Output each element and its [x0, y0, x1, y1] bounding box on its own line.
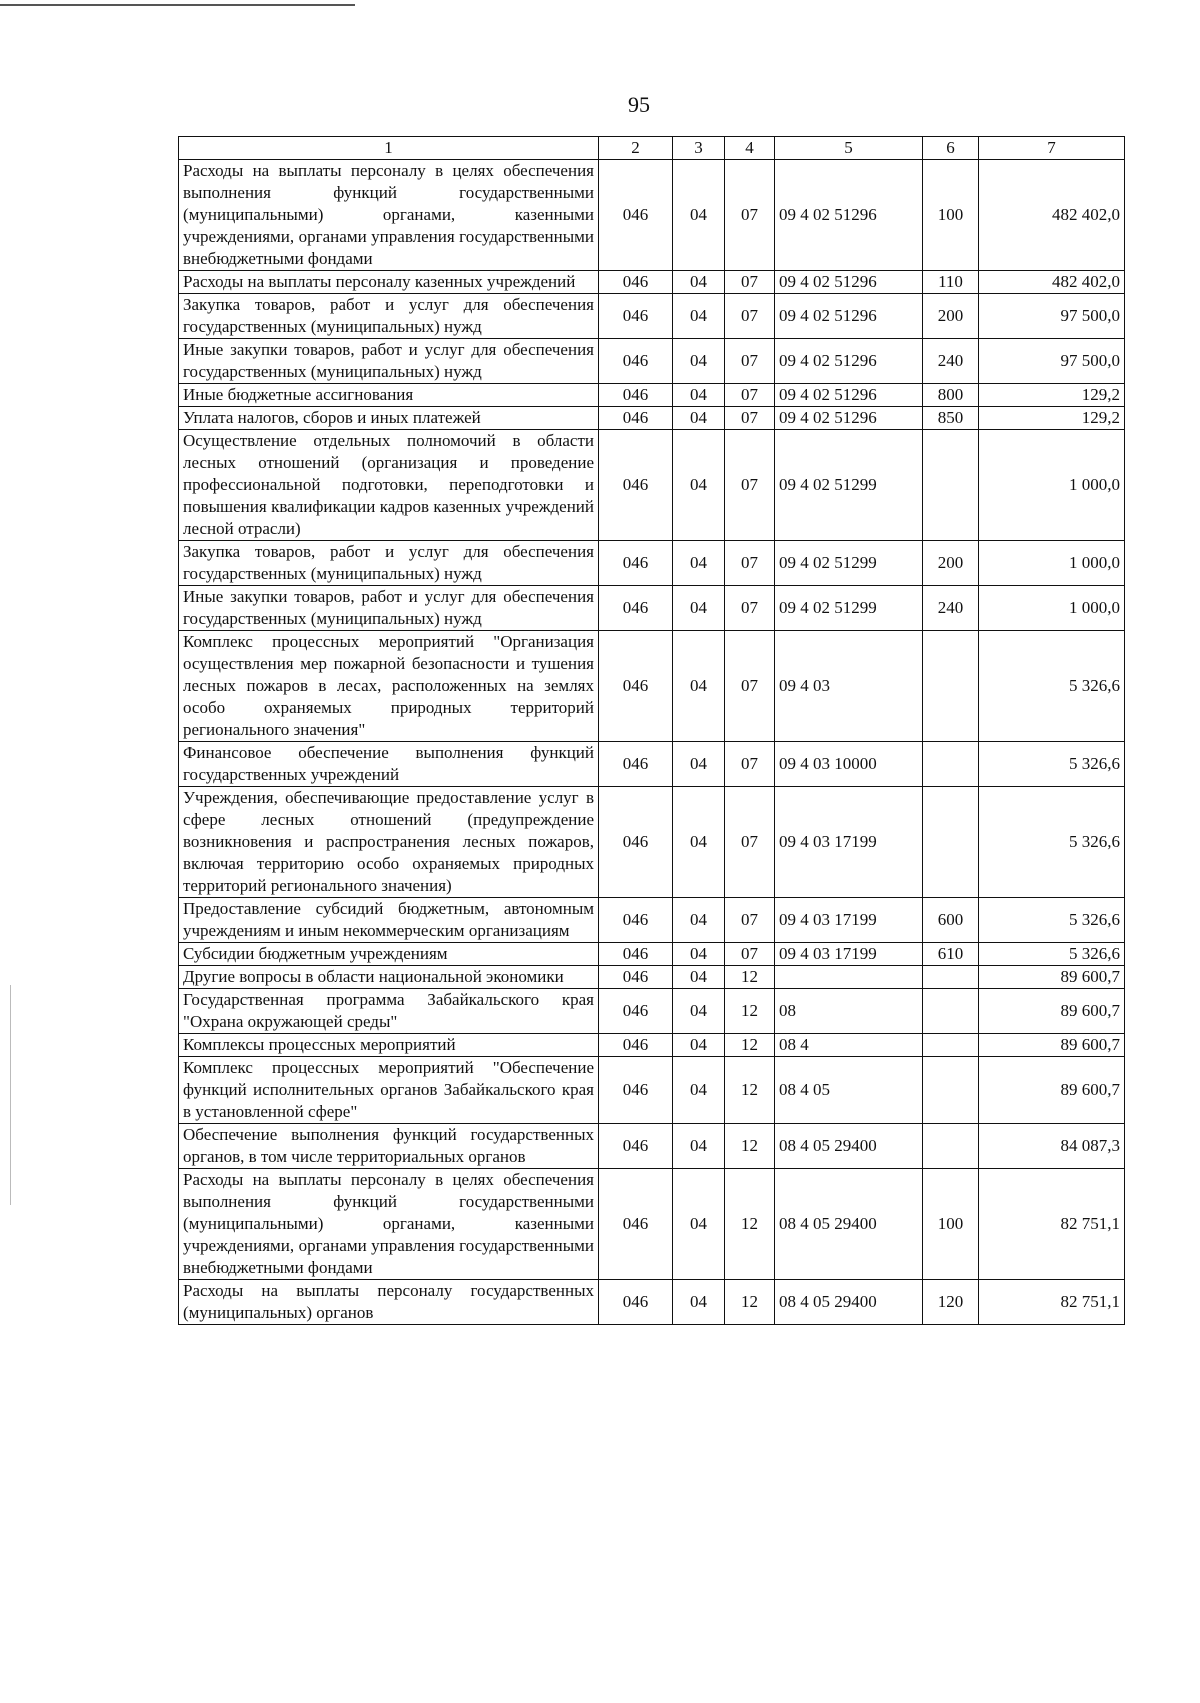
row-admin-code: 046 [599, 742, 673, 787]
row-name: Расходы на выплаты персоналу государственных (муниципальных) органов [179, 1280, 599, 1325]
row-amount: 89 600,7 [979, 1034, 1125, 1057]
row-admin-code: 046 [599, 160, 673, 271]
header-col-2: 2 [599, 137, 673, 160]
header-col-4: 4 [725, 137, 775, 160]
row-admin-code: 046 [599, 271, 673, 294]
row-expense-type: 610 [923, 943, 979, 966]
row-target-article: 08 [775, 989, 923, 1034]
row-name: Другие вопросы в области национальной экономики [179, 966, 599, 989]
row-subsection: 07 [725, 407, 775, 430]
table-body [179, 160, 1125, 1325]
row-expense-type [923, 1124, 979, 1169]
row-section: 04 [673, 943, 725, 966]
table-row [179, 1034, 1125, 1057]
row-target-article: 08 4 05 29400 [775, 1169, 923, 1280]
row-name: Субсидии бюджетным учреждениям [179, 943, 599, 966]
row-amount: 5 326,6 [979, 943, 1125, 966]
row-admin-code: 046 [599, 1169, 673, 1280]
table-row [179, 1124, 1125, 1169]
row-section: 04 [673, 1034, 725, 1057]
table-row [179, 1280, 1125, 1325]
row-name: Комплекс процессных мероприятий "Обеспечение функций исполнительных органов Забайкальского края в установленной сфере" [179, 1057, 599, 1124]
row-amount: 89 600,7 [979, 1057, 1125, 1124]
row-admin-code: 046 [599, 430, 673, 541]
row-subsection: 07 [725, 742, 775, 787]
row-name: Закупка товаров, работ и услуг для обеспечения государственных (муниципальных) нужд [179, 541, 599, 586]
row-expense-type [923, 966, 979, 989]
row-expense-type: 600 [923, 898, 979, 943]
row-admin-code: 046 [599, 989, 673, 1034]
row-section: 04 [673, 294, 725, 339]
row-expense-type: 240 [923, 339, 979, 384]
row-section: 04 [673, 631, 725, 742]
row-expense-type [923, 631, 979, 742]
row-name: Иные бюджетные ассигнования [179, 384, 599, 407]
row-name: Обеспечение выполнения функций государственных органов, в том числе территориальных органов [179, 1124, 599, 1169]
row-amount: 5 326,6 [979, 742, 1125, 787]
row-admin-code: 046 [599, 586, 673, 631]
row-expense-type: 240 [923, 586, 979, 631]
row-section: 04 [673, 1280, 725, 1325]
row-subsection: 07 [725, 339, 775, 384]
row-subsection: 12 [725, 1124, 775, 1169]
table-row [179, 294, 1125, 339]
row-subsection: 07 [725, 430, 775, 541]
row-section: 04 [673, 989, 725, 1034]
table-row [179, 407, 1125, 430]
row-subsection: 07 [725, 898, 775, 943]
row-admin-code: 046 [599, 631, 673, 742]
row-amount: 129,2 [979, 384, 1125, 407]
row-subsection: 12 [725, 1169, 775, 1280]
row-admin-code: 046 [599, 407, 673, 430]
row-section: 04 [673, 339, 725, 384]
row-admin-code: 046 [599, 294, 673, 339]
row-name: Расходы на выплаты персоналу в целях обеспечения выполнения функций государственными (муниципальными) органами, казенными учреждениями, органами управления государственными внебюджетными фондами [179, 1169, 599, 1280]
row-target-article: 09 4 02 51299 [775, 586, 923, 631]
row-subsection: 12 [725, 1034, 775, 1057]
row-target-article: 08 4 05 [775, 1057, 923, 1124]
header-col-1: 1 [179, 137, 599, 160]
row-name: Расходы на выплаты персоналу казенных учреждений [179, 271, 599, 294]
row-admin-code: 046 [599, 787, 673, 898]
row-subsection: 07 [725, 384, 775, 407]
table-row [179, 742, 1125, 787]
row-admin-code: 046 [599, 943, 673, 966]
row-expense-type [923, 787, 979, 898]
row-expense-type: 200 [923, 541, 979, 586]
row-target-article: 09 4 03 17199 [775, 943, 923, 966]
header-col-3: 3 [673, 137, 725, 160]
row-name: Закупка товаров, работ и услуг для обеспечения государственных (муниципальных) нужд [179, 294, 599, 339]
table-row [179, 339, 1125, 384]
row-target-article: 09 4 02 51296 [775, 271, 923, 294]
header-col-7: 7 [979, 137, 1125, 160]
row-target-article: 09 4 03 17199 [775, 787, 923, 898]
row-subsection: 12 [725, 1057, 775, 1124]
header-col-6: 6 [923, 137, 979, 160]
row-target-article: 09 4 02 51296 [775, 407, 923, 430]
row-name: Уплата налогов, сборов и иных платежей [179, 407, 599, 430]
row-name: Финансовое обеспечение выполнения функций государственных учреждений [179, 742, 599, 787]
row-target-article: 08 4 [775, 1034, 923, 1057]
row-admin-code: 046 [599, 1280, 673, 1325]
row-section: 04 [673, 430, 725, 541]
row-amount: 482 402,0 [979, 271, 1125, 294]
row-amount: 1 000,0 [979, 430, 1125, 541]
table-row [179, 586, 1125, 631]
row-admin-code: 046 [599, 966, 673, 989]
table-row [179, 160, 1125, 271]
table-row [179, 989, 1125, 1034]
row-section: 04 [673, 271, 725, 294]
row-subsection: 12 [725, 1280, 775, 1325]
row-expense-type: 100 [923, 160, 979, 271]
row-amount: 97 500,0 [979, 294, 1125, 339]
row-expense-type: 110 [923, 271, 979, 294]
row-amount: 1 000,0 [979, 541, 1125, 586]
budget-table [178, 136, 1125, 1325]
row-amount: 84 087,3 [979, 1124, 1125, 1169]
table-row [179, 430, 1125, 541]
row-name: Иные закупки товаров, работ и услуг для обеспечения государственных (муниципальных) нужд [179, 586, 599, 631]
table-row [179, 631, 1125, 742]
row-expense-type [923, 1034, 979, 1057]
row-target-article: 09 4 02 51299 [775, 541, 923, 586]
row-amount: 82 751,1 [979, 1169, 1125, 1280]
row-subsection: 12 [725, 966, 775, 989]
row-section: 04 [673, 898, 725, 943]
row-expense-type: 800 [923, 384, 979, 407]
row-admin-code: 046 [599, 339, 673, 384]
table-row [179, 898, 1125, 943]
row-admin-code: 046 [599, 541, 673, 586]
row-name: Расходы на выплаты персоналу в целях обеспечения выполнения функций государственными (муниципальными) органами, казенными учреждениями, органами управления государственными внебюджетными фондами [179, 160, 599, 271]
row-amount: 5 326,6 [979, 631, 1125, 742]
row-target-article: 08 4 05 29400 [775, 1124, 923, 1169]
row-target-article [775, 966, 923, 989]
row-section: 04 [673, 1124, 725, 1169]
row-subsection: 07 [725, 943, 775, 966]
row-section: 04 [673, 586, 725, 631]
table-row [179, 966, 1125, 989]
row-section: 04 [673, 541, 725, 586]
row-section: 04 [673, 787, 725, 898]
row-subsection: 07 [725, 160, 775, 271]
row-target-article: 09 4 03 10000 [775, 742, 923, 787]
row-expense-type: 120 [923, 1280, 979, 1325]
row-name: Комплексы процессных мероприятий [179, 1034, 599, 1057]
row-name: Государственная программа Забайкальского края "Охрана окружающей среды" [179, 989, 599, 1034]
row-amount: 82 751,1 [979, 1280, 1125, 1325]
row-admin-code: 046 [599, 1057, 673, 1124]
row-expense-type [923, 1057, 979, 1124]
row-subsection: 07 [725, 541, 775, 586]
row-target-article: 08 4 05 29400 [775, 1280, 923, 1325]
row-amount: 89 600,7 [979, 989, 1125, 1034]
row-amount: 5 326,6 [979, 787, 1125, 898]
row-amount: 89 600,7 [979, 966, 1125, 989]
row-amount: 129,2 [979, 407, 1125, 430]
row-admin-code: 046 [599, 1034, 673, 1057]
row-target-article: 09 4 02 51299 [775, 430, 923, 541]
row-expense-type [923, 989, 979, 1034]
row-admin-code: 046 [599, 1124, 673, 1169]
table-row [179, 787, 1125, 898]
row-target-article: 09 4 02 51296 [775, 160, 923, 271]
table-row [179, 384, 1125, 407]
row-section: 04 [673, 966, 725, 989]
table-row [179, 1057, 1125, 1124]
row-section: 04 [673, 742, 725, 787]
table-row [179, 1169, 1125, 1280]
table-row [179, 541, 1125, 586]
row-subsection: 12 [725, 989, 775, 1034]
header-col-5: 5 [775, 137, 923, 160]
row-expense-type: 850 [923, 407, 979, 430]
row-target-article: 09 4 03 17199 [775, 898, 923, 943]
row-admin-code: 046 [599, 898, 673, 943]
header-row [179, 137, 1125, 160]
row-subsection: 07 [725, 294, 775, 339]
row-name: Комплекс процессных мероприятий "Организация осуществления мер пожарной безопасности и тушения лесных пожаров в лесах, расположенных на землях особо охраняемых природных территорий регионального значения" [179, 631, 599, 742]
row-name: Осуществление отдельных полномочий в области лесных отношений (организация и проведение профессиональной подготовки, переподготовки и повышения квалификации кадров казенных учреждений лесной отрасли) [179, 430, 599, 541]
row-name: Предоставление субсидий бюджетным, автономным учреждениям и иным некоммерческим организациям [179, 898, 599, 943]
top-rule [0, 4, 355, 6]
row-section: 04 [673, 384, 725, 407]
row-target-article: 09 4 03 [775, 631, 923, 742]
row-section: 04 [673, 1057, 725, 1124]
row-admin-code: 046 [599, 384, 673, 407]
row-amount: 1 000,0 [979, 586, 1125, 631]
row-expense-type: 100 [923, 1169, 979, 1280]
row-name: Учреждения, обеспечивающие предоставление услуг в сфере лесных отношений (предупреждение возникновения и распространения лесных пожаров, включая территорию особо охраняемых природных территорий регионального значения) [179, 787, 599, 898]
page-number: 95 [628, 92, 650, 117]
row-expense-type: 200 [923, 294, 979, 339]
row-amount: 97 500,0 [979, 339, 1125, 384]
row-name: Иные закупки товаров, работ и услуг для обеспечения государственных (муниципальных) нужд [179, 339, 599, 384]
table-row [179, 271, 1125, 294]
row-amount: 482 402,0 [979, 160, 1125, 271]
row-section: 04 [673, 160, 725, 271]
row-expense-type [923, 742, 979, 787]
row-subsection: 07 [725, 631, 775, 742]
row-subsection: 07 [725, 271, 775, 294]
row-expense-type [923, 430, 979, 541]
row-subsection: 07 [725, 586, 775, 631]
row-section: 04 [673, 1169, 725, 1280]
row-amount: 5 326,6 [979, 898, 1125, 943]
row-target-article: 09 4 02 51296 [775, 339, 923, 384]
scan-margin-mark [10, 985, 11, 1205]
row-subsection: 07 [725, 787, 775, 898]
row-target-article: 09 4 02 51296 [775, 294, 923, 339]
table-row [179, 943, 1125, 966]
row-section: 04 [673, 407, 725, 430]
row-target-article: 09 4 02 51296 [775, 384, 923, 407]
